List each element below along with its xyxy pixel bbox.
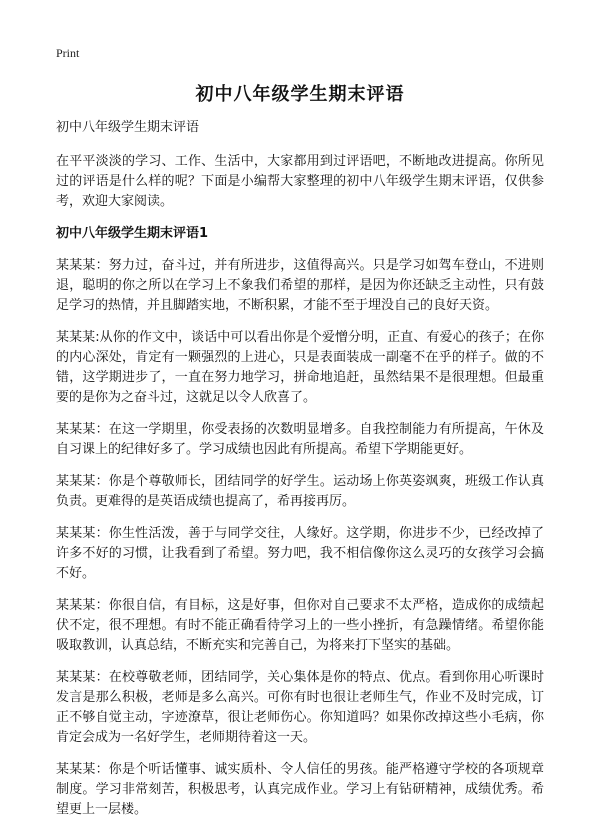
comment-paragraph: 某某某：你很自信，有目标，这是好事，但你对自己要求不太严格，造成你的成绩起伏不定，很不理想。有时不能正确看待学习上的一些小挫折，有急躁情绪。希望你能吸取教训，认真总结，不断充实和完善自己，为将来打下坚实的基础。 xyxy=(56,598,544,653)
intro-paragraph: 在平平淡淡的学习、工作、生活中，大家都用到过评语吧，不断地改进提高。你所见过的评语是什么样的呢？下面是小编帮大家整理的初中八年级学生期末评语，仅供参考，欢迎大家阅读。 xyxy=(56,154,544,209)
page-title: 初中八年级学生期末评语 xyxy=(195,84,405,105)
article-subtitle: 初中八年级学生期末评语 xyxy=(56,120,200,135)
comment-paragraph: 某某某：在校尊敬老师，团结同学，关心集体是你的特点、优点。看到你用心听课时发言是那么积极，老师是多么高兴。可你有时也很让老师生气，作业不及时完成，订正不够自觉主动，字迹潦草，很让老师伤心。你知道吗？如果你改掉这些小毛病，你肯定会成为一名好学生，老师期待着这一天。 xyxy=(56,670,544,745)
comment-paragraph: 某某某：你生性活泼，善于与同学交往，人缘好。这学期，你进步不少，已经改掉了许多不好的习惯，让我看到了希望。努力吧，我不相信像你这么灵巧的女孩学习会搞不好。 xyxy=(56,526,544,581)
print-link[interactable]: Print xyxy=(56,46,80,60)
comment-paragraph: 某某某：你是个听话懂事、诚实质朴、令人信任的男孩。能严格遵守学校的各项规章制度。学习非常刻苦，积极思考，认真完成作业。学习上有钻研精神，成绩优秀。希望更上一层楼。 xyxy=(56,762,544,817)
comment-paragraph: 某某某：努力过，奋斗过，并有所进步，这值得高兴。只是学习如驾车登山，不进则退，聪明的你之所以在学习上不象我们希望的那样，是因为你还缺乏主动性，只有鼓足学习的热情，并且脚踏实地，不断积累，才能不至于埋没自己的良好天资。 xyxy=(56,258,544,313)
article-body xyxy=(56,118,544,832)
comment-paragraph: 某某某:从你的作文中，谈话中可以看出你是个爱憎分明，正直、有爱心的孩子；在你的内心深处，肯定有一颗强烈的上进心，只是表面装成一副毫不在乎的样子。做的不错，这学期进步了，一直在努力地学习，拼命地追赶，虽然结果不是很理想。但最重要的是你为之奋斗过，这就足以令人欣喜了。 xyxy=(56,330,544,405)
comment-paragraph: 某某某：在这一学期里，你受表扬的次数明显增多。自我控制能力有所提高，午休及自习课上的纪律好多了。学习成绩也因此有所提高。希望下学期能更好。 xyxy=(56,422,544,457)
comment-paragraph: 某某某：你是个尊敬师长，团结同学的好学生。运动场上你英姿飒爽，班级工作认真负责。更难得的是英语成绩也提高了，希再接再厉。 xyxy=(56,474,544,509)
section-heading: 初中八年级学生期末评语1 xyxy=(56,226,209,241)
